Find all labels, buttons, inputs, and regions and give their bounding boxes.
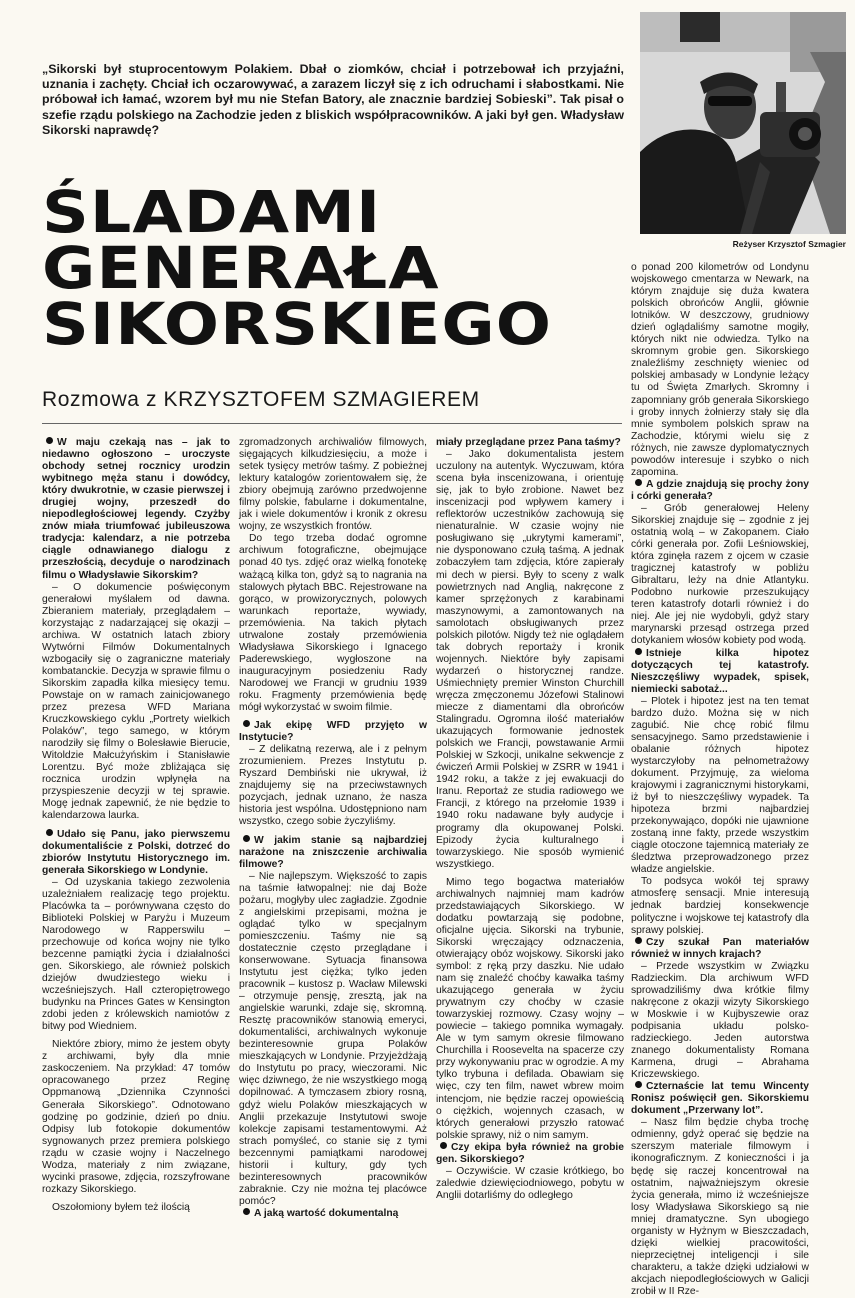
title-line-2: GENERAŁA xyxy=(42,234,440,302)
bullet-icon xyxy=(243,1208,250,1215)
answer-paragraph: – Grób generałowej Heleny Sikorskiej znajduje się – zgodnie z jej ostatnią wolą – w Zakopanem. Ciało córki generała por. Zofii Leśniowskiej, która zginęła razem z ojcem w czasie tragicznej katastrofy w pobliżu Gibraltaru, leży na dnie Atlantyku. Podobno nurkowie przeszukujący teren katastrofy dotarli również i do niej. Ale jej nie wydobyli, gdyż stary marynarski przesąd ostrzega przed dotykaniem włosów kobiety pod wodą. xyxy=(631,502,809,647)
answer-paragraph: – Z delikatną rezerwą, ale i z pełnym zrozumieniem. Prezes Instytutu p. Ryszard Dembiński nie ukrywał, iż znajdujemy się na przeciwstawnych pozycjach, jednak uznano, że nasza historia jest wspólna. Udostępniono nam wszystko, czego sobie życzyliśmy. xyxy=(239,744,427,828)
answer-paragraph: – Oczywiście. W czasie krótkiego, bo zaledwie dziewięciodniowego, pobytu w Anglii dotarliśmy do odległego xyxy=(436,1165,624,1201)
bullet-icon xyxy=(243,835,250,842)
article-title xyxy=(42,178,622,358)
question: Jak ekipę WFD przyjęto w Instytucie? xyxy=(239,720,427,744)
text-column-3 xyxy=(436,437,624,1201)
answer-paragraph: Do tego trzeba dodać ogromne archiwum fotograficzne, obejmujące ponad 40 tys. zdjęć oraz wielką fonotekę ważącą kilka ton, gdyż są to nagrania na stalowych płytach BBC. Rejestrowane na gorąco, w prowizorycznych, polowych warunkach reportaże, wywiady, przemówienia. Na takich płytach utrwalone zostały przemówienia Władysława Sikorskiego i Ignacego Paderewskiego, wygłoszone na inauguracyjnym posiedzeniu Rady Narodowej we Francji w grudniu 1939 roku. Fragmenty przemówienia będę mógł wykorzystać w swoim filmie. xyxy=(239,533,427,714)
answer-paragraph: Mimo tego bogactwa materiałów archiwalnych najmniej mam kadrów przedstawiających Sikorskiego. W dodatku powtarzają się podobne, oficjalne ujęcia. Sikorski na trybunie, Sikorski wręczający odznaczenia, otwierający obóz wojskowy. Sikorski jako symbol: z ręką przy daszku. Nie udało nam się znaleźć choćby kawałka taśmy ukazującego generała w życiu prywatnym czy choćby w czasie towarzyskiej rozmowy. Czasy wojny – powiecie – takiego pomnika wymagały. Ale w tym samym okresie filmowano Churchilla i Roosevelta na spacerze czy przy wykonywaniu prac w ogrodzie. A my tylko trybuna i defilada. Obawiam się więc, czy ten film, nawet wbrew moim intencjom, nie będzie raczej opowieścią o ciężkich, wojennych czasach, w których generałowi przyszło ratować polskie sprawy, niż o nim samym. xyxy=(436,876,624,1141)
question: W maju czekają nas – jak to niedawno ogłoszono – uroczyste obchody setnej rocznicy urodzin wybitnego męża stanu i dowódcy, który dwukrotnie, w czasie pierwszej i drugiej wojny, przeszedł do niepodległościowej legendy. Czyżby znów miała triumfować jubileuszowa tradycja: kalendarz, a nie potrzeba ciągle odnawianego dialogu z przeszłością, decyduje o narodzinach filmu o Władysławie Sikorskim? xyxy=(42,437,230,581)
answer-paragraph: Niektóre zbiory, mimo że jestem obyty z archiwami, były dla mnie zaskoczeniem. Na przykład: 47 tomów opracowanego przez Reginę Oppmanową „Dziennika Czynności Generała Sikorskiego”. Odnotowano godzinę po godzinie, dzień po dniu. Odpisy lub fotokopie dokumentów sygnowanych przez premiera polskiego rządu w czasie wojny i Naczelnego Wodza, materiały z nim związane, wycinki prasowe, zdjęcia, rozszyfrowane rozkazy Sikorskiego. xyxy=(42,1039,230,1195)
question: Istnieje kilka hipotez dotyczących tej katastrofy. Nieszczęśliwy wypadek, spisek, niemiecki sabotaż... xyxy=(631,647,809,695)
answer-paragraph: – Nie najlepszym. Większość to zapis na taśmie łatwopalnej: nie daj Boże pożaru, mogłyby ulec zagładzie. Zgodnie z angielskimi przepisami, można je oglądać tylko w specjalnym pomieszczeniu. Taśmy nie są dostatecznie często przeglądane i konserwowane. Sytuacja finansowa Instytutu jest ciężka; tylko jeden pracownik – kustosz p. Wacław Milewski – otrzymuje pensję, zresztą, jak na angielskie warunki, zdaje się, skromną. Resztę pracowników stanowią emeryci, dokumentaliści, archiwalnych wykonuje bezinteresownie grupa Polaków mieszkających w Londynie. Przyjeżdżają do Instytutu po pracy, wieczorami. Nic więc dziwnego, że nie wszystkiego mogą dopilnować. A tymczasem zbiory rosną, gdyż wielu Polaków mieszkających w Anglii przekazuje Instytutowi swoje kolekcje zapisami testamentowymi. Aż strach pomyśleć, co stanie się z tymi bezcennymi pamiątkami narodowej historii i kultury, gdy tych bezinteresownych pracowników zabraknie. Czy nie można tej placówce pomóc? xyxy=(239,870,427,1207)
title-line-1: ŚLADAMI xyxy=(42,178,382,246)
answer-paragraph: – Nasz film będzie chyba trochę odmienny, gdyż operać się będzie na szerszym materiale filmowym i ikonograficznym. Z konieczności i ja będę się raczej koncentrował na ostatnim, najważniejszym okresie życia generała, mimo iż wcześniejsze losy Władysława Sikorskiego są nie mniej dramatyczne. Syn ubogiego organisty w Hyżnym w Bieszczadach, dzięki wielkiej pracowitości, nieprzeciętnej inteligencji i sile charakteru, a także dzięki udziałowi w akcjach niepodległościowych w Galicji zrobił w II Rze- xyxy=(631,1117,809,1297)
question: miały przeglądane przez Pana taśmy? xyxy=(436,437,621,448)
subtitle-divider xyxy=(42,423,622,424)
bullet-icon xyxy=(440,1142,447,1149)
text-column-4 xyxy=(631,262,810,1297)
question: W jakim stanie są najbardziej narażone na zniszczenie archiwalia filmowe? xyxy=(239,834,427,870)
article-subtitle: Rozmowa z KRZYSZTOFEM SZMAGIEREM xyxy=(42,388,480,411)
lead-paragraph: „Sikorski był stuprocentowym Polakiem. Dbał o ziomków, chciał i potrzebował ich przyjaźni, uznania i zachęty. Chciał ich oczarowywać, a zarazem liczył się z ich odruchami i słabostkami. Nie próbował ich łamać, wzorem był mu nie Stefan Batory, ale znacznie bardziej Sobieski”. Tak pisał o szefie rządu polskiego na Zachodzie jeden z bliskich współpracowników. A jaki był gen. Władysław Sikorski naprawdę? xyxy=(42,62,624,137)
bullet-icon xyxy=(635,479,642,486)
text-column-1 xyxy=(42,437,230,1213)
bullet-icon xyxy=(46,829,53,836)
text-column-2 xyxy=(239,437,427,1219)
title-line-3: SIKORSKIEGO xyxy=(42,290,553,358)
answer-paragraph: zgromadzonych archiwaliów filmowych, sięgających kilkudziesięciu, a może i setek tysięcy metrów taśmy. Z pobieżnej lektury katalogów zorientowałem się, że zbiory obejmują zarówno przedwojenne filmy polskie, fabularne i dokumentalne, jak i wiele dokumentów i kronik z okresu wojny, ze wszystkich frontów. xyxy=(239,437,427,533)
question: Czternaście lat temu Wincenty Ronisz poświęcił gen. Sikorskiemu dokument „Przerwany lot”. xyxy=(631,1081,809,1117)
bullet-icon xyxy=(635,937,642,944)
answer-paragraph: – O dokumencie poświęconym generałowi myślałem od dawna. Zbieraniem materiały, przeglądałem – korzystając z nadarzającej się okazji – archiwa. W ostatnich latach zbiory Wytwórni Filmów Dokumentalnych wzbogaciły się o zagraniczne materiały kombatanckie. Decyzja w sprawie filmu o Sikorskim zapadła kilka miesięcy temu. Powstaje on w ramach zainicjowanego przez prezesa WFD Mariana Kruczkowskiego cyklu „Portrety wielkich Polaków”, tego samego, w którym narodziły się filmy o Bolesławie Bierucie, Witoldzie Małcużyńskim i Stanisławie Lorentzu. Być może zbliżająca się rocznica urodzin wpłynęła na przyspieszenie decyzji w tej sprawie. Mogę jednak zapewnić, że nie będzie to kalendarzowa laurka. xyxy=(42,581,230,822)
question: A jaką wartość dokumentalną xyxy=(254,1207,399,1219)
answer-paragraph: – Przede wszystkim w Związku Radzieckim. Dla archiwum WFD sprowadziliśmy dwa krótkie filmy nakręcone z okazji wizyty Sikorskiego w Moskwie i w Kujbyszewie oraz podpisania układu polsko-radzieckiego. Jeden autorstwa znanego dokumentalisty Romana Karmena, drugi – Abrahama Kriczewskiego. xyxy=(631,960,809,1081)
bullet-icon xyxy=(243,720,250,727)
answer-paragraph: – Plotek i hipotez jest na ten temat bardzo dużo. Można się w nich zagubić. Nie chcę robić filmu sensacyjnego. Samo przedstawienie i obalanie różnych hipotez wystarczyłoby na pełnometrażowy dokument. Przyjmuję, za wieloma krajowymi i zagranicznymi historykami, iż był to nieszczęśliwy wypadek. Ta hipoteza brzmi najbardziej przekonywająco, dopóki nie ujawnione zostaną inne fakty, przede wszystkim ciągle otoczone tajemnicą materiały ze śledztwa przeprowadzonego przez władze angielskie. xyxy=(631,695,809,876)
bullet-icon xyxy=(635,1081,642,1088)
photo-caption: Reżyser Krzysztof Szmagier xyxy=(732,239,846,249)
bullet-icon xyxy=(46,437,53,444)
answer-paragraph: – Jako dokumentalista jestem uczulony na autentyk. Wyczuwam, która scena była inscenizowana, i orientuję się, jak to było zrobione. Nawet bez inscenizacji pod wpływem kamery i reflektorów uczestników zachowują się nienaturalnie. W czasie wojny nie posługiwano się „ukrytymi kamerami”, nie dysponowano czułą taśmą. A jednak zobaczyłem tam zdjęcia, które zapierały mi dech w piersi. Były to sceny z walk powietrznych nad Anglią, nakręcone z kamer sprzężonych z karabinami maszynowymi, a zamontowanych na samolotach obsługiwanych przez polskich pilotów. Nigdy też nie oglądałem tak dobrych reportaży i kronik wojennych. Niektóre były zapisami wydarzeń o historycznej randze. Uśmiechnięty premier Winston Churchill wręcza zmęczonemu Józefowi Stalinowi miecze z diamentami dla obrońców Stalingradu. Ogromna ilość materiałów ukazujących formowanie jednostek polskich we Francji, powstawanie Armii Polskiej w Szkocji, unikalne sekwencje z ćwiczeń Armii Polskiej w ZSRR w 1941 i 1942 roku, a także z jej ewakuacji do Iranu. Reportaż ze studia radiowego we Francji, z którego na przełomie 1939 i 1940 roku nadawane były audycje i programy dla okupowanej Polski. Epizody życia kulturalnego i towarzyskiego. Nie sposób wymienić wszystkiego. xyxy=(436,449,624,870)
answer-paragraph: o ponad 200 kilometrów od Londynu wojskowego cmentarza w Newark, na którym znajduje się duża kwatera polskich obrońców Anglii, głównie lotników. W deszczowy, grudniowy dzień oglądaliśmy samotne mogiły, których nikt nie odwiedza. Tylko na skromnym grobie gen. Sikorskiego znaleźliśmy zeschnięty wieniec od polskiej ambasady w Londynie leżący tu od Święta Zmarłych. Skromny i zapomniany grób generała Sikorskiego i groby innych żołnierzy stały się dla mnie symbolem polskich spraw na Zachodzie, którymi wielu się z różnych, nie zawsze dyplomatycznych powodów interesuje i szybko o nich zapomina. xyxy=(631,262,810,478)
answer-paragraph: Oszołomiony byłem też ilością xyxy=(52,1201,190,1213)
answer-paragraph: To podsyca wokół tej sprawy atmosferę sensacji. Mnie interesują jednak bardziej konsekwencje polityczne i wojskowe tej katastrofy dla sprawy polskiej. xyxy=(631,876,809,936)
question: Udało się Panu, jako pierwszemu dokumentaliście z Polski, dotrzeć do zbiorów Instytutu Historycznego im. generała Sikorskiego w Londynie. xyxy=(42,828,230,876)
bullet-icon xyxy=(635,648,642,655)
question: Czy szukał Pan materiałów również w innych krajach? xyxy=(631,936,809,960)
question: Czy ekipa była również na grobie gen. Sikorskiego? xyxy=(436,1141,624,1165)
answer-paragraph: – Od uzyskania takiego zezwolenia uzależniałem realizację tego projektu. Placówka ta – porównywana często do Biblioteki Polskiej w Paryżu i Muzeum Narodowego w Rapperswilu – przechowuje od końca wojny nie tylko bezcenne pamiątki życia i działalności gen. Sikorskiego, ale również polskich dziejów dwudziestego wieku i wcześniejszych. Hall czteropiętrowego budynku na Princes Gates w Kensington zdobi jeden z królewskich namiotów z bitwy pod Wiedniem. xyxy=(42,876,230,1033)
question: A gdzie znajdują się prochy żony i córki generała? xyxy=(631,478,809,502)
